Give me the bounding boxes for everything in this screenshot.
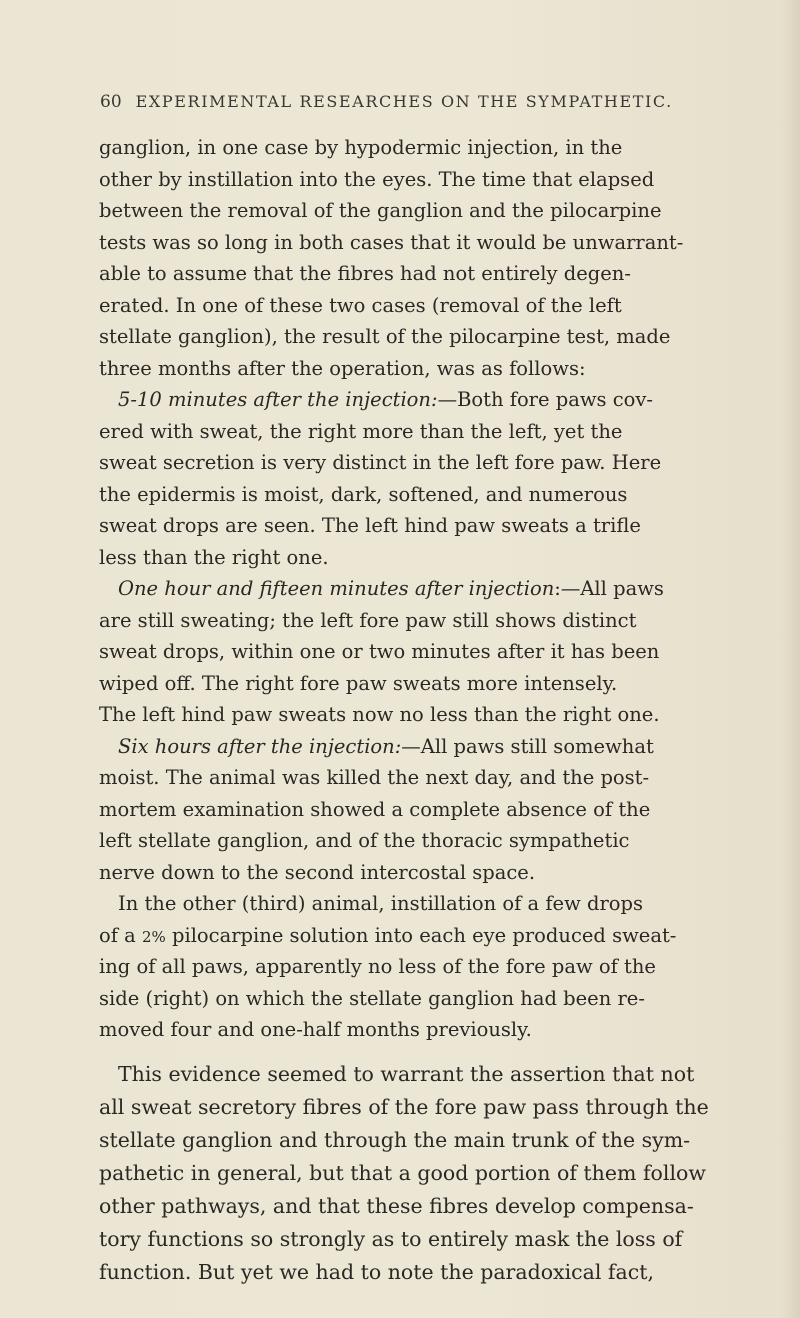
text-line: In the other (third) animal, instillation of a few drops: [118, 892, 644, 915]
text-line: pathetic in general, but that a good portion of them follow: [99, 1160, 706, 1185]
text-line: the epidermis is moist, dark, softened, and numerous: [99, 482, 628, 506]
running-title: EXPERIMENTAL RESEARCHES ON THE SYMPATHETIC.: [135, 92, 673, 111]
text-line: moist. The animal was killed the next day, and the post-: [99, 766, 650, 789]
text-line: moved four and one-half months previously.: [99, 1018, 532, 1041]
text-line: other by instillation into the eyes. The time that elapsed: [99, 167, 655, 191]
text-line: sweat secretion is very distinct in the left fore paw. Here: [99, 451, 662, 474]
observation-5-10-minutes: [99, 384, 739, 416]
observation-one-hour-fifteen: [99, 573, 739, 605]
text-line: This evidence seemed to warrant the assertion that not: [118, 1061, 695, 1086]
body-text: [99, 132, 739, 1289]
observation-text: :—All paws: [554, 577, 664, 600]
paragraph-gap: [99, 1046, 739, 1058]
text-line: stellate ganglion and through the main trunk of the sym-: [99, 1127, 691, 1152]
text-line: mortem examination showed a complete absence of the: [99, 797, 651, 821]
text-fragment: of a: [99, 923, 142, 947]
text-line: ered with sweat, the right more than the left, yet the: [99, 419, 623, 443]
text-line: stellate ganglion), the result of the pilocarpine test, made: [99, 325, 671, 348]
text-line: wiped off. The right fore paw sweats more intensely.: [99, 671, 618, 695]
percent-value: 2%: [141, 927, 166, 946]
text-line: sweat drops, within one or two minutes after it has been: [99, 640, 660, 663]
page-number: 60: [100, 92, 122, 112]
text-line: erated. In one of these two cases (removal of the left: [99, 293, 622, 317]
observation-text: —All paws still somewhat: [401, 734, 654, 758]
observation-text: —Both fore paws cov-: [437, 388, 654, 411]
text-line: [99, 920, 739, 952]
text-line: function. But yet we had to note the paradoxical fact,: [99, 1259, 654, 1284]
observation-heading: Six hours after the injection:: [118, 734, 402, 758]
text-line: ganglion, in one case by hypodermic injection, in the: [99, 136, 623, 159]
observation-heading: One hour and fifteen minutes after injection: [118, 577, 555, 600]
text-line: able to assume that the fibres had not entirely degen-: [99, 262, 631, 285]
page-edge-shadow: [782, 0, 800, 1318]
text-line: tory functions so strongly as to entirely mask the loss of: [99, 1226, 683, 1251]
text-line: tests was so long in both cases that it would be unwarrant-: [99, 230, 684, 254]
text-line: left stellate ganglion, and of the thoracic sympathetic: [99, 829, 630, 852]
text-line: other pathways, and that these fibres develop compensa-: [99, 1193, 694, 1218]
text-line: ing of all paws, apparently no less of the fore paw of the: [99, 955, 656, 978]
text-line: all sweat secretory fibres of the fore paw pass through the: [99, 1094, 709, 1119]
text-line: sweat drops are seen. The left hind paw sweats a trifle: [99, 514, 641, 537]
text-line: nerve down to the second intercostal space.: [99, 860, 536, 884]
text-line: side (right) on which the stellate ganglion had been re-: [99, 986, 645, 1010]
text-line: three months after the operation, was as follows:: [99, 356, 586, 380]
text-line: are still sweating; the left fore paw still shows distinct: [99, 608, 637, 632]
observation-six-hours: [99, 731, 739, 763]
text-line: less than the right one.: [99, 545, 329, 569]
observation-heading: 5-10 minutes after the injection:: [118, 388, 438, 411]
text-fragment: pilocarpine solution into each eye produced sweat-: [165, 923, 677, 947]
text-line: between the removal of the ganglion and the pilocarpine: [99, 199, 662, 222]
text-line: The left hind paw sweats now no less than the right one.: [99, 703, 660, 726]
running-header: [100, 92, 700, 112]
